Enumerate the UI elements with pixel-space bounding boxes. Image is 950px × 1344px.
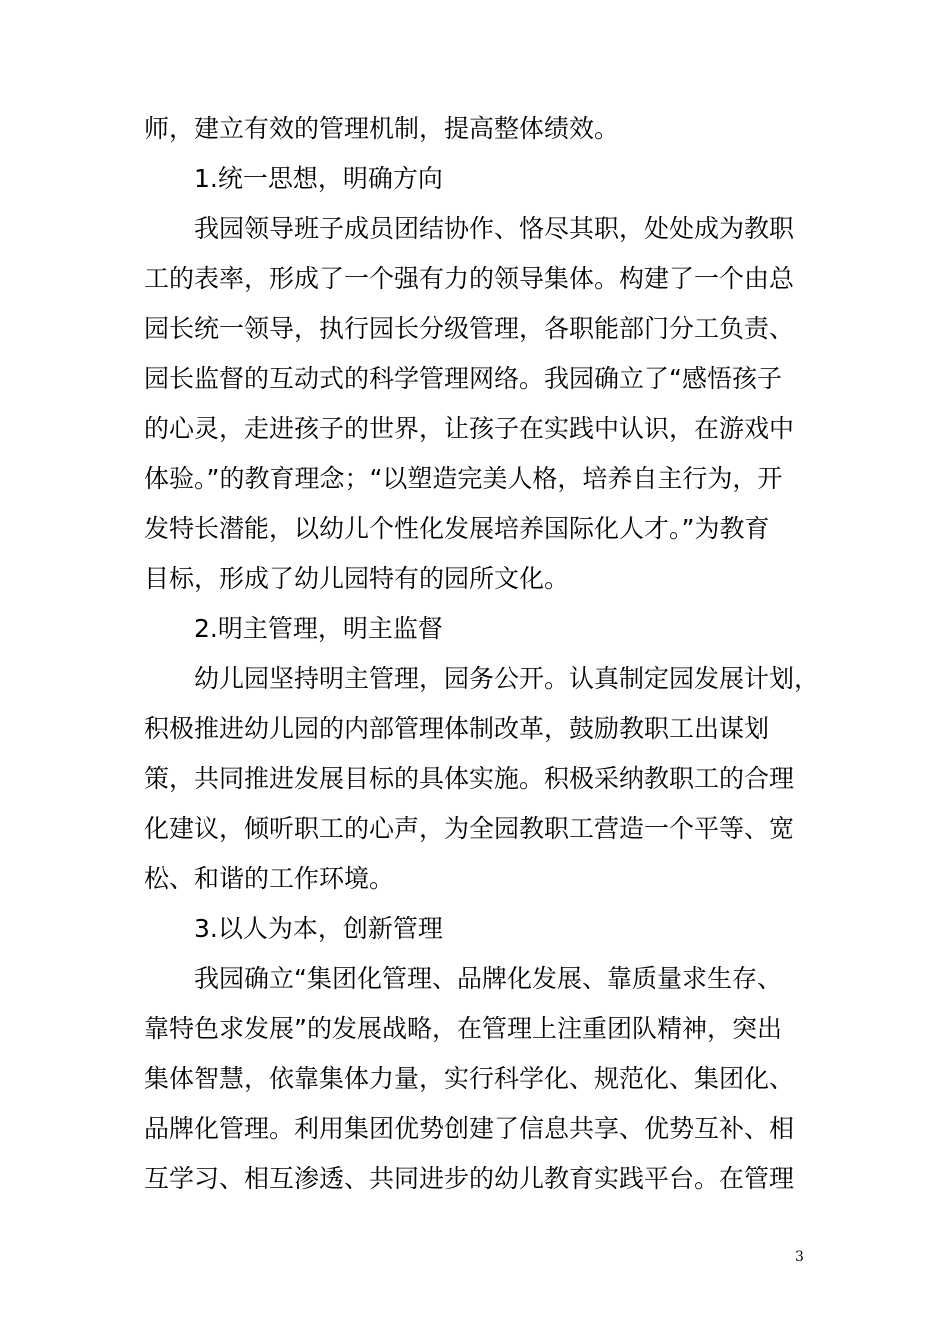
- text-line: 目标，形成了幼儿园特有的园所文化。: [144, 564, 570, 593]
- text-line: 品牌化管理。利用集团优势创建了信息共享、优势互补、相: [144, 1114, 795, 1143]
- text-line: 工的表率，形成了一个强有力的领导集体。构建了一个由总: [144, 264, 795, 293]
- page-number: 3: [795, 1249, 804, 1265]
- text-line: 化建议，倾听职工的心声，为全园教职工营造一个平等、宽: [144, 814, 795, 843]
- text-line: 我园确立“集团化管理、品牌化发展、靠质量求生存、: [194, 964, 782, 993]
- text-line: 靠特色求发展”的发展战略，在管理上注重团队精神，突出: [144, 1014, 782, 1043]
- section-heading: 2.明主管理，明主监督: [194, 614, 443, 643]
- text-line: 体验。”的教育理念；“以塑造完美人格，培养自主行为，开: [144, 464, 783, 493]
- section-heading: 3.以人为本，创新管理: [194, 914, 443, 943]
- text-line: 互学习、相互渗透、共同进步的幼儿教育实践平台。在管理: [144, 1164, 795, 1193]
- text-line: 园长监督的互动式的科学管理网络。我园确立了“感悟孩子: [144, 364, 782, 393]
- text-line: 的心灵，走进孩子的世界，让孩子在实践中认识，在游戏中: [144, 414, 795, 443]
- text-line: 园长统一领导，执行园长分级管理，各职能部门分工负责、: [144, 314, 795, 343]
- text-line: 师，建立有效的管理机制，提高整体绩效。: [144, 114, 620, 143]
- document-body: [144, 104, 834, 1204]
- text-line: 发特长潜能，以幼儿个性化发展培养国际化人才。”为教育: [144, 514, 770, 543]
- text-line: 积极推进幼儿园的内部管理体制改革，鼓励教职工出谋划: [144, 714, 770, 743]
- text-line: 策，共同推进发展目标的具体实施。积极采纳教职工的合理: [144, 764, 795, 793]
- text-line: 我园领导班子成员团结协作、恪尽其职，处处成为教职: [194, 214, 795, 243]
- text-line: 集体智慧，依靠集体力量，实行科学化、规范化、集团化、: [144, 1064, 795, 1093]
- text-line: 幼儿园坚持明主管理，园务公开。认真制定园发展计划，: [194, 664, 820, 693]
- section-heading: 1.统一思想，明确方向: [194, 164, 443, 193]
- text-line: 松、和谐的工作环境。: [144, 864, 395, 893]
